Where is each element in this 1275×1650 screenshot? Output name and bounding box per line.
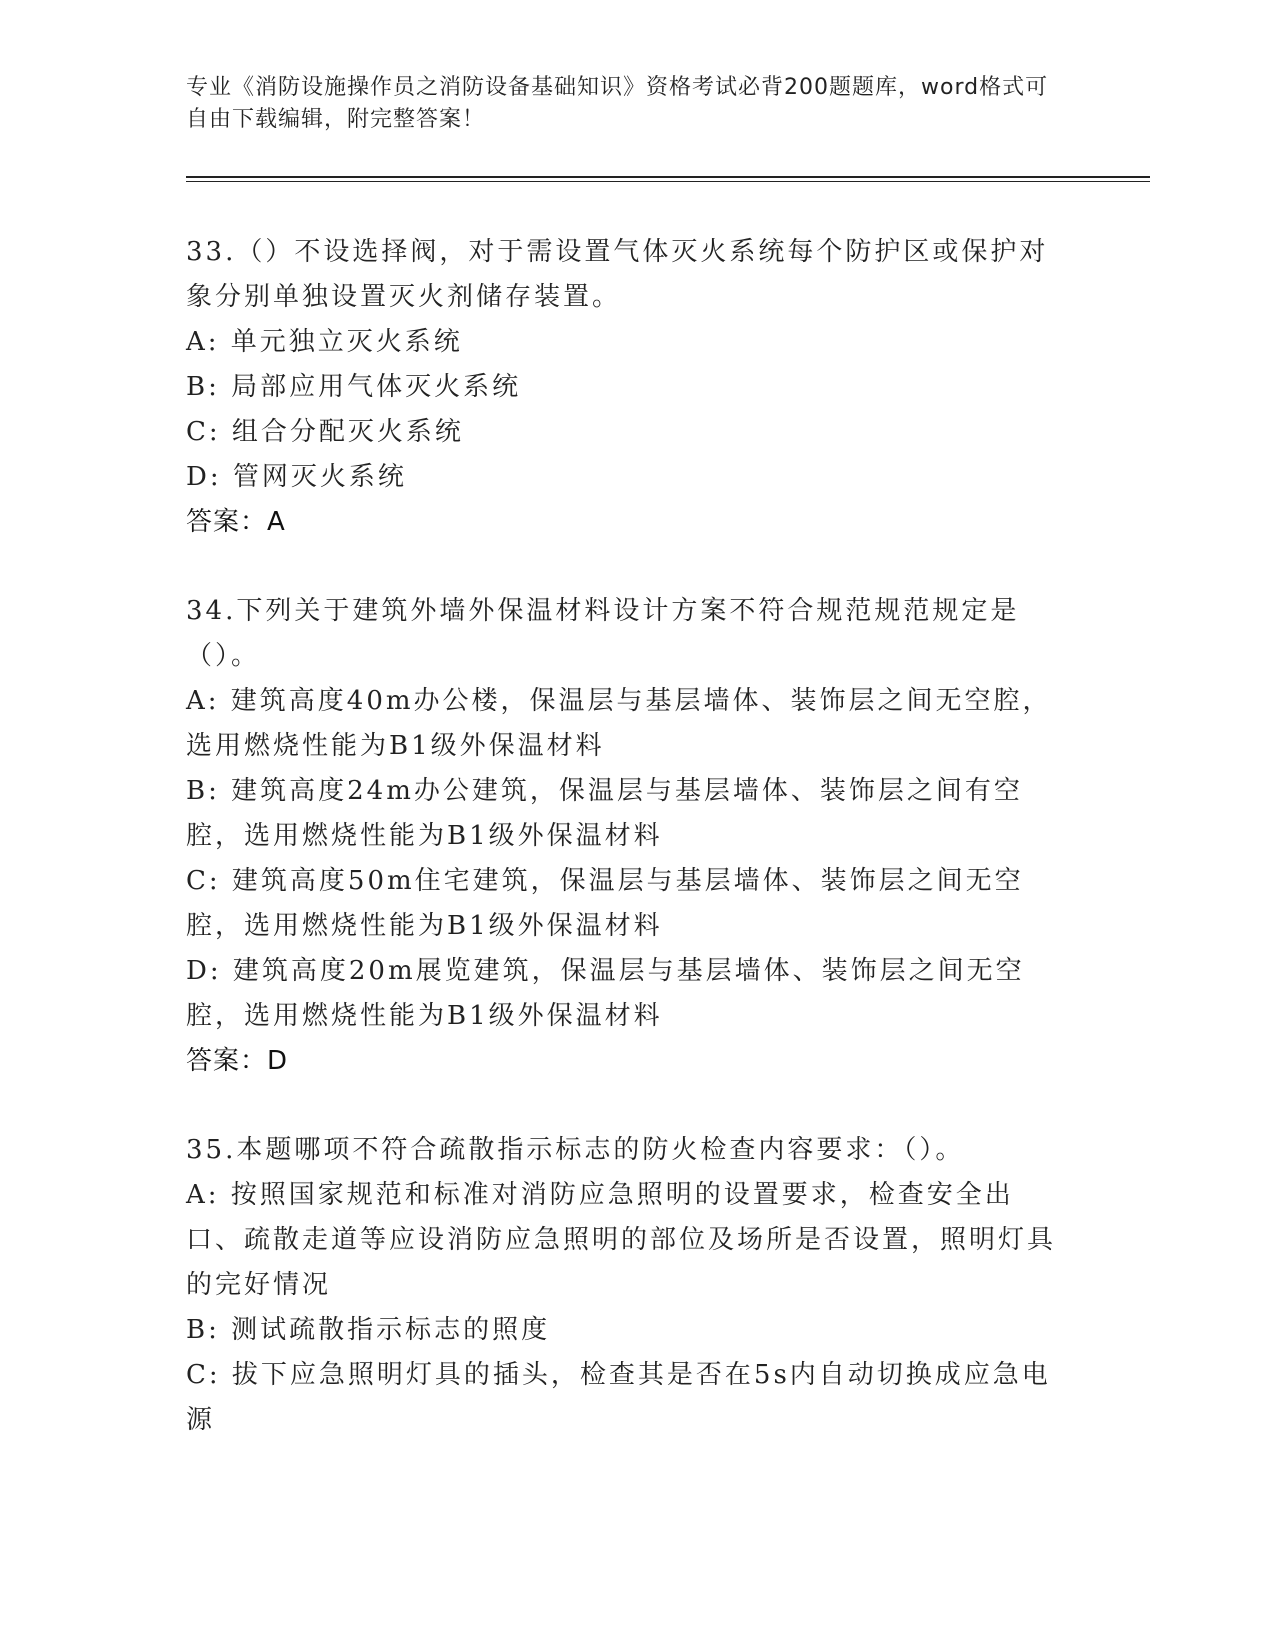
- question-34: [186, 589, 1066, 1084]
- option-b: B: 建筑高度24m办公建筑，保温层与基层墙体、装饰层之间有空腔，选用燃烧性能为B1级外保温材料: [186, 776, 1023, 851]
- question-stem: 35.本题哪项不符合疏散指示标志的防火检查内容要求：（）。: [186, 1135, 965, 1165]
- option-b: B: 局部应用气体灭火系统: [186, 372, 522, 402]
- header-rule-thick: [186, 176, 1150, 178]
- option-a: A: 单元独立灭火系统: [186, 327, 463, 357]
- option-c: C: 拔下应急照明灯具的插头，检查其是否在5s内自动切换成应急电源: [186, 1360, 1051, 1435]
- option-c: C: 组合分配灭火系统: [186, 417, 464, 447]
- question-list: [186, 230, 1066, 1487]
- question-stem: 33.（）不设选择阀，对于需设置气体灭火系统每个防护区或保护对象分别单独设置灭火剂储存装置。: [186, 237, 1049, 312]
- question-35: [186, 1128, 1066, 1443]
- option-d: D: 建筑高度20m展览建筑，保温层与基层墙体、装饰层之间无空腔，选用燃烧性能为B1级外保温材料: [186, 956, 1025, 1031]
- answer-line: 答案：A: [186, 507, 286, 537]
- option-a: A: 按照国家规范和标准对消防应急照明的设置要求，检查安全出口、疏散走道等应设消防应急照明的部位及场所是否设置，照明灯具的完好情况: [186, 1180, 1057, 1300]
- question-33: [186, 230, 1066, 545]
- answer-line: 答案：D: [186, 1046, 289, 1076]
- option-b: B: 测试疏散指示标志的照度: [186, 1315, 551, 1345]
- question-stem: 34.下列关于建筑外墙外保温材料设计方案不符合规范规范规定是（）。: [186, 596, 1020, 671]
- option-c: C: 建筑高度50m住宅建筑，保温层与基层墙体、装饰层之间无空腔，选用燃烧性能为B1级外保温材料: [186, 866, 1024, 941]
- option-a: A: 建筑高度40m办公楼，保温层与基层墙体、装饰层之间无空腔，选用燃烧性能为B1级外保温材料: [186, 686, 1052, 761]
- header-rule-thin: [186, 181, 1150, 182]
- option-d: D: 管网灭火系统: [186, 462, 407, 492]
- document-header: 专业《消防设施操作员之消防设备基础知识》资格考试必背200题题库，word格式可自由下载编辑，附完整答案！: [186, 75, 1049, 132]
